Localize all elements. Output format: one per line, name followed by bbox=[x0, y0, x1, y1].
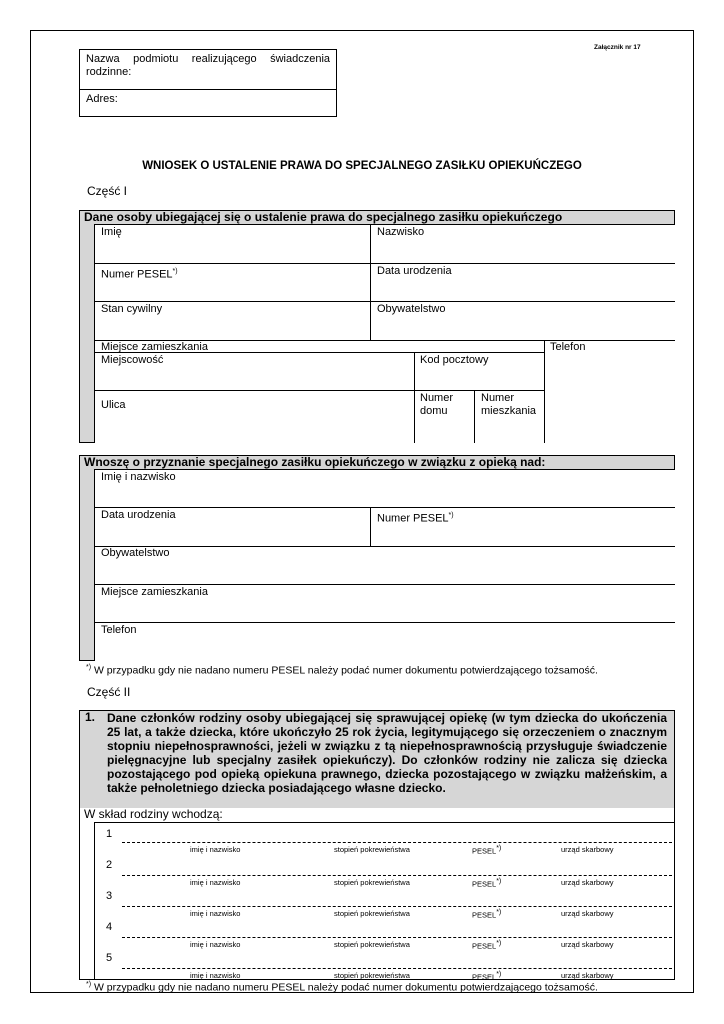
col-name-label: imię i nazwisko bbox=[190, 909, 241, 918]
family-row[interactable] bbox=[94, 853, 675, 889]
col-tax-office-label: urząd skarbowy bbox=[561, 971, 614, 980]
family-row[interactable] bbox=[94, 884, 675, 920]
col-pesel-label: PESEL*) bbox=[472, 878, 502, 889]
row-number: 4 bbox=[106, 921, 113, 933]
part2-footnote: *) W przypadku gdy nie nadano numeru PESEL należy podać numer dokumentu potwierdzającego tożsamość. bbox=[86, 981, 598, 994]
part2-heading: Część II bbox=[87, 685, 131, 699]
apartment-number-field[interactable]: Numer mieszkania bbox=[481, 392, 537, 417]
recipient-citizenship-field[interactable]: Obywatelstwo bbox=[101, 547, 170, 559]
part1-heading: Część I bbox=[87, 184, 128, 198]
applicant-phone-field[interactable]: Telefon bbox=[550, 341, 586, 353]
col-relation-label: stopień pokrewieństwa bbox=[334, 940, 410, 949]
entity-address-label: Adres: bbox=[86, 93, 118, 105]
postal-code-field[interactable]: Kod pocztowy bbox=[420, 354, 489, 366]
col-name-label: imię i nazwisko bbox=[190, 971, 241, 980]
col-pesel-label: PESEL*) bbox=[472, 909, 502, 920]
house-number-field[interactable]: Numer domu bbox=[420, 392, 454, 417]
recipient-phone-field[interactable]: Telefon bbox=[101, 624, 137, 636]
applicant-section-header: Dane osoby ubiegającej się o ustalenie prawa do specjalnego zasiłku opiekuńczego bbox=[84, 210, 563, 224]
col-tax-office-label: urząd skarbowy bbox=[561, 845, 614, 854]
first-name-field[interactable]: Imię bbox=[101, 226, 122, 238]
care-recipient-fields bbox=[94, 469, 675, 661]
recipient-residence-field[interactable]: Miejsce zamieszkania bbox=[101, 586, 208, 598]
col-pesel-label: PESEL*) bbox=[472, 971, 502, 982]
family-rows bbox=[94, 822, 675, 980]
col-tax-office-label: urząd skarbowy bbox=[561, 940, 614, 949]
page-title: WNIOSEK O USTALENIE PRAWA DO SPECJALNEGO ZASIŁKU OPIEKUŃCZEGO bbox=[142, 160, 582, 172]
item-number: 1. bbox=[85, 710, 96, 724]
marital-status-field[interactable]: Stan cywilny bbox=[101, 303, 163, 315]
col-relation-label: stopień pokrewieństwa bbox=[334, 909, 410, 918]
family-label: W skład rodziny wchodzą: bbox=[84, 807, 223, 821]
applicant-pesel-field[interactable]: Numer PESEL*) bbox=[101, 268, 178, 281]
recipient-pesel-field[interactable]: Numer PESEL*) bbox=[377, 512, 454, 525]
family-row[interactable] bbox=[94, 915, 675, 951]
col-name-label: imię i nazwisko bbox=[190, 940, 241, 949]
row-number: 1 bbox=[106, 828, 113, 840]
applicant-citizenship-field[interactable]: Obywatelstwo bbox=[377, 303, 446, 315]
city-field[interactable]: Miejscowość bbox=[101, 354, 164, 366]
recipient-birth-date-field[interactable]: Data urodzenia bbox=[101, 509, 176, 521]
col-tax-office-label: urząd skarbowy bbox=[561, 878, 614, 887]
annex-label: Załącznik nr 17 bbox=[594, 44, 641, 51]
col-pesel-label: PESEL*) bbox=[472, 845, 502, 856]
col-name-label: imię i nazwisko bbox=[190, 878, 241, 887]
col-relation-label: stopień pokrewieństwa bbox=[334, 845, 410, 854]
row-number: 2 bbox=[106, 859, 113, 871]
col-relation-label: stopień pokrewieństwa bbox=[334, 878, 410, 887]
family-instructions: Dane członków rodziny osoby ubiegającej się sprawującej opiekę (w tym dziecka do ukończenia 25 lat, a także dziecka, które ukończyło 25 rok życia, legitymującego się orzeczeniem o znacznym stopniu niepełnosprawności, jeżeli w związku z tą niepełnosprawnością przysługuje świadczenie pielęgnacyjne lub specjalny zasiłek opiekuńczy). Do członków rodziny nie zalicza się dziecka pozostającego pod opieką opiekuna prawnego, dziecka pozostającego w związku małżeńskim, a także pełnoletniego dziecka posiadającego własne dziecko. bbox=[107, 711, 667, 795]
col-tax-office-label: urząd skarbowy bbox=[561, 909, 614, 918]
care-recipient-section-header: Wnoszę o przyznanie specjalnego zasiłku opiekuńczego w związku z opieką nad: bbox=[84, 455, 546, 469]
applicant-fields bbox=[94, 224, 675, 443]
street-field[interactable]: Ulica bbox=[101, 399, 126, 411]
row-number: 5 bbox=[106, 952, 113, 964]
col-name-label: imię i nazwisko bbox=[190, 845, 241, 854]
col-relation-label: stopień pokrewieństwa bbox=[334, 971, 410, 980]
row-number: 3 bbox=[106, 890, 113, 902]
applicant-birth-date-field[interactable]: Data urodzenia bbox=[377, 265, 452, 277]
entity-box bbox=[79, 49, 337, 117]
family-row[interactable] bbox=[94, 946, 675, 982]
part1-footnote: *) W przypadku gdy nie nadano numeru PESEL należy podać numer dokumentu potwierdzającego tożsamość. bbox=[86, 664, 598, 677]
applicant-residence-label: Miejsce zamieszkania bbox=[101, 341, 208, 353]
recipient-full-name-field[interactable]: Imię i nazwisko bbox=[101, 471, 176, 483]
col-pesel-label: PESEL*) bbox=[472, 940, 502, 951]
family-row[interactable] bbox=[94, 822, 675, 856]
last-name-field[interactable]: Nazwisko bbox=[377, 226, 425, 238]
entity-name-label: Nazwa podmiotu realizującego świadczenia rodzinne: bbox=[86, 53, 330, 78]
